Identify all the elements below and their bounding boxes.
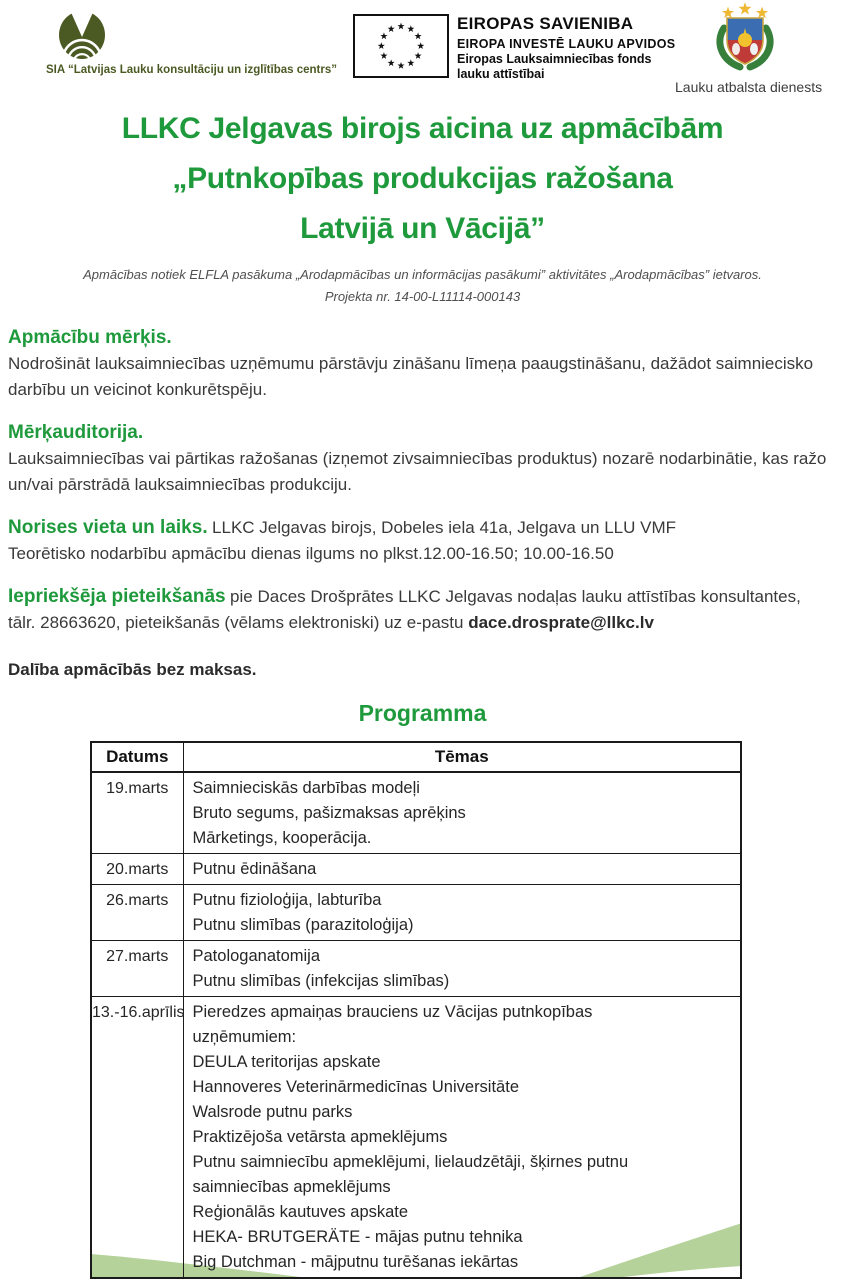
topics-cell xyxy=(183,854,741,885)
section-audience-body xyxy=(8,446,833,498)
topic-line: Putnu slimības (parazitoloģija) xyxy=(192,916,414,934)
lad-logo-block xyxy=(675,4,823,95)
date-cell: 26.marts xyxy=(91,885,183,941)
eu-flag-icon xyxy=(353,14,449,78)
topics-cell xyxy=(183,885,741,941)
section-goal-body xyxy=(8,351,833,403)
topic-line: Putnu saimniecību apmeklējumi, lielaudzētāji, šķirnes putnu saimniecības apmeklējums xyxy=(192,1153,629,1196)
subtitle-line-1: Apmācības notiek ELFLA pasākuma „Arodapmācības un informācijas pasākumi” aktivitātes „Arodapmācības” ietvaros. xyxy=(83,267,762,282)
program-table-body xyxy=(91,772,741,1278)
table-row xyxy=(91,941,741,997)
subtitle-line-2: Projekta nr. 14-00-L11114-000143 xyxy=(324,289,521,304)
topic-line: Putnu fizioloģija, labturība xyxy=(192,891,382,909)
section-audience-heading: Mērķauditorija. xyxy=(8,422,144,443)
table-header-row xyxy=(91,742,741,772)
page-title xyxy=(0,104,845,254)
table-row xyxy=(91,772,741,854)
section-goal-heading: Apmācību mērķis. xyxy=(8,327,172,348)
topics-cell xyxy=(183,941,741,997)
eu-text-block xyxy=(457,14,685,82)
topic-line: HEKA- BRUTGERÄTE - mājas putnu tehnika xyxy=(192,1228,523,1246)
topic-line: Hannoveres Veterinārmedicīnas Universitāte xyxy=(192,1078,519,1096)
registration-line-2 xyxy=(8,610,833,636)
program-heading: Programma xyxy=(358,700,487,726)
goal-body-line-2: darbību un veicinot konkurētspēju. xyxy=(8,380,267,399)
title-line-2: „Putnkopības produkcijas ražošana xyxy=(172,162,673,195)
free-participation-note: Dalība apmācībās bez maksas. xyxy=(8,660,257,679)
column-header-date: Datums xyxy=(91,742,183,772)
topic-line: Praktizējoša vetārsta apmeklējums xyxy=(192,1128,448,1146)
table-row xyxy=(91,997,741,1279)
registration-line-1 xyxy=(8,584,833,610)
section-venue xyxy=(8,515,833,567)
section-registration-heading: Iepriekšēja pieteikšanās xyxy=(8,586,226,607)
topic-line: Walsrode putnu parks xyxy=(192,1103,353,1121)
topic-line: Reģionālās kautuves apskate xyxy=(192,1203,409,1221)
llkc-logo-icon xyxy=(54,8,110,62)
table-row xyxy=(91,885,741,941)
topics-cell xyxy=(183,772,741,854)
eu-subtitle: EIROPA INVESTĒ LAUKU APVIDOS xyxy=(457,37,676,51)
topic-line: Saimnieciskās darbības modeļi xyxy=(192,779,420,797)
lad-caption: Lauku atbalsta dienests xyxy=(675,79,823,95)
date-cell: 13.-16.aprīlis xyxy=(91,997,183,1279)
section-registration xyxy=(8,584,833,636)
title-line-3: Latvijā un Vācijā” xyxy=(300,212,545,245)
date-cell: 19.marts xyxy=(91,772,183,854)
topic-line: DEULA teritorijas apskate xyxy=(192,1053,381,1071)
eu-block xyxy=(353,14,685,82)
topic-line: Mārketings, kooperācija. xyxy=(192,829,372,847)
eu-fund-caption: Eiropas Lauksaimniecības fonds lauku attīstībai xyxy=(457,52,652,81)
venue-inline-body: LLKC Jelgavas birojs, Dobeles iela 41a, Jelgava un LLU VMF xyxy=(212,518,677,537)
registration-contact-text: tālr. 28663620, pieteikšanās (vēlams elektroniski) uz e-pastu xyxy=(8,613,464,632)
topic-line: Bruto segums, pašizmaksas aprēķins xyxy=(192,804,466,822)
topic-line: Big Dutchman - mājputnu turēšanas iekārtas xyxy=(192,1253,519,1271)
topic-line: Putnu slimības (infekcijas slimības) xyxy=(192,972,450,990)
topics-cell xyxy=(183,997,741,1279)
title-line-1: LLKC Jelgavas birojs aicina uz apmācībām xyxy=(121,112,724,145)
venue-line-1 xyxy=(8,515,833,541)
section-venue-heading: Norises vieta un laiks. xyxy=(8,517,208,538)
registration-inline-body: pie Daces Drošprātes LLKC Jelgavas nodaļas lauku attīstības konsultantes, xyxy=(230,587,801,606)
column-header-topics: Tēmas xyxy=(183,742,741,772)
audience-body-line-1: Lauksaimniecības vai pārtikas ražošanas (izņemot zivsaimniecības produktus) nozarē nodarbinātie, kas ražo xyxy=(8,449,827,468)
topic-line: Pieredzes apmaiņas brauciens uz Vācijas putnkopības uzņēmumiem: xyxy=(192,1003,593,1046)
audience-body-line-2: un/vai pārstrādā lauksaimniecības produkciju. xyxy=(8,475,352,494)
date-cell: 27.marts xyxy=(91,941,183,997)
registration-email: dace.drosprate@llkc.lv xyxy=(468,613,654,632)
sections xyxy=(8,325,833,636)
header xyxy=(0,0,845,96)
llkc-caption: SIA “Latvijas Lauku konsultāciju un izglītības centrs” xyxy=(46,64,337,76)
llkc-logo-block xyxy=(46,8,346,76)
topic-line: Putnu ēdināšana xyxy=(192,860,317,878)
topic-line: Patologanatomija xyxy=(192,947,321,965)
section-audience xyxy=(8,420,833,498)
lad-coat-of-arms-icon xyxy=(712,4,778,72)
eu-title: EIROPAS SAVIENIBA xyxy=(457,14,634,33)
project-subtitle xyxy=(0,264,845,308)
venue-line-2: Teorētisko nodarbību apmācību dienas ilgums no plkst.12.00-16.50; 10.00-16.50 xyxy=(8,544,614,563)
program-table-zone xyxy=(90,741,742,1279)
program-table xyxy=(90,741,742,1279)
date-cell: 20.marts xyxy=(91,854,183,885)
table-row xyxy=(91,854,741,885)
section-goal xyxy=(8,325,833,403)
goal-body-line-1: Nodrošināt lauksaimniecības uzņēmumu pārstāvju zināšanu līmeņa paaugstināšanu, dažādot saimniecisko xyxy=(8,354,814,373)
